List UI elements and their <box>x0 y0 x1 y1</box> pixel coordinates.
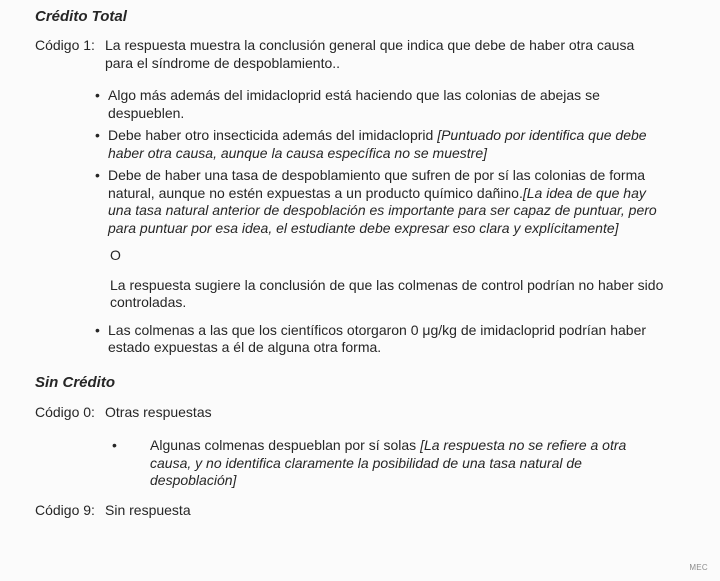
code9-label: Código 9: <box>35 501 95 518</box>
bullet-text-normal: Debe haber otro insecticida además del imidacloprid <box>108 127 438 143</box>
no-credit-bullet-list <box>112 437 680 490</box>
bullet-marker: • <box>95 321 100 338</box>
full-credit-bullet-list <box>95 87 680 237</box>
code9-text: Sin respuesta <box>105 501 191 518</box>
code1-row <box>35 37 680 72</box>
alt-conclusion-paragraph: La respuesta sugiere la conclusión de que las colmenas de control podrían no haber sido controladas. <box>110 276 664 310</box>
bullet-text <box>150 437 660 490</box>
bullet-marker: • <box>95 127 100 143</box>
code0-row <box>35 404 680 422</box>
bullet-item <box>112 437 680 490</box>
bullet-text <box>108 127 668 162</box>
bullet-marker: • <box>112 437 117 453</box>
bullet-item <box>95 167 680 237</box>
bullet-text-normal: Algunas colmenas despueblan por sí solas <box>150 437 421 453</box>
or-separator: O <box>110 247 121 263</box>
bullet-marker: • <box>95 87 100 103</box>
bullet-text <box>108 87 668 122</box>
code9-row <box>35 502 680 520</box>
section-heading-no-credit: Sin Crédito <box>35 373 116 391</box>
bullet-text-italic: [La respuesta no se refiere a otra causa, y no identifica claramente la posibilidad de una tasa natural de despoblación] <box>150 437 627 488</box>
bullet-text <box>108 167 668 237</box>
bullet-text-normal: Las colmenas a las que los científicos otorgaron 0 μg/kg de imidacloprid podrían haber estado expuestas a él de alguna otra forma. <box>108 321 647 355</box>
bullet-text-normal: Algo más además del imidacloprid está haciendo que las colonias de abejas se despueblen. <box>108 87 600 121</box>
bullet-text-italic: [Puntuado por identifica que debe haber otra causa, aunque la causa específica no se muestre] <box>108 127 647 161</box>
code1-text: La respuesta muestra la conclusión general que indica que debe de haber otra causa para el síndrome de despoblamiento.. <box>105 37 635 71</box>
footer-label: MEC <box>689 563 708 572</box>
alt-bullet-list <box>95 322 680 357</box>
code0-label: Código 0: <box>35 403 95 420</box>
bullet-item <box>95 322 680 357</box>
bullet-text-italic: [La idea de que hay una tasa natural anterior de despoblación es importante para ser capaz de puntuar, pero para puntuar por esa idea, el estudiante debe expresar eso clara y explícitamente] <box>108 184 657 236</box>
bullet-marker: • <box>95 167 100 183</box>
code1-label: Código 1: <box>35 37 95 53</box>
code0-text: Otras respuestas <box>105 403 212 420</box>
bullet-item <box>95 127 680 162</box>
bullet-item <box>95 87 680 122</box>
bullet-text-normal: Debe de haber una tasa de despoblamiento que sufren de por sí las colonias de forma natural, aunque no estén expuestas a un producto químico dañino. <box>108 167 646 201</box>
bullet-text <box>108 322 668 357</box>
section-heading-full-credit: Crédito Total <box>35 8 127 25</box>
